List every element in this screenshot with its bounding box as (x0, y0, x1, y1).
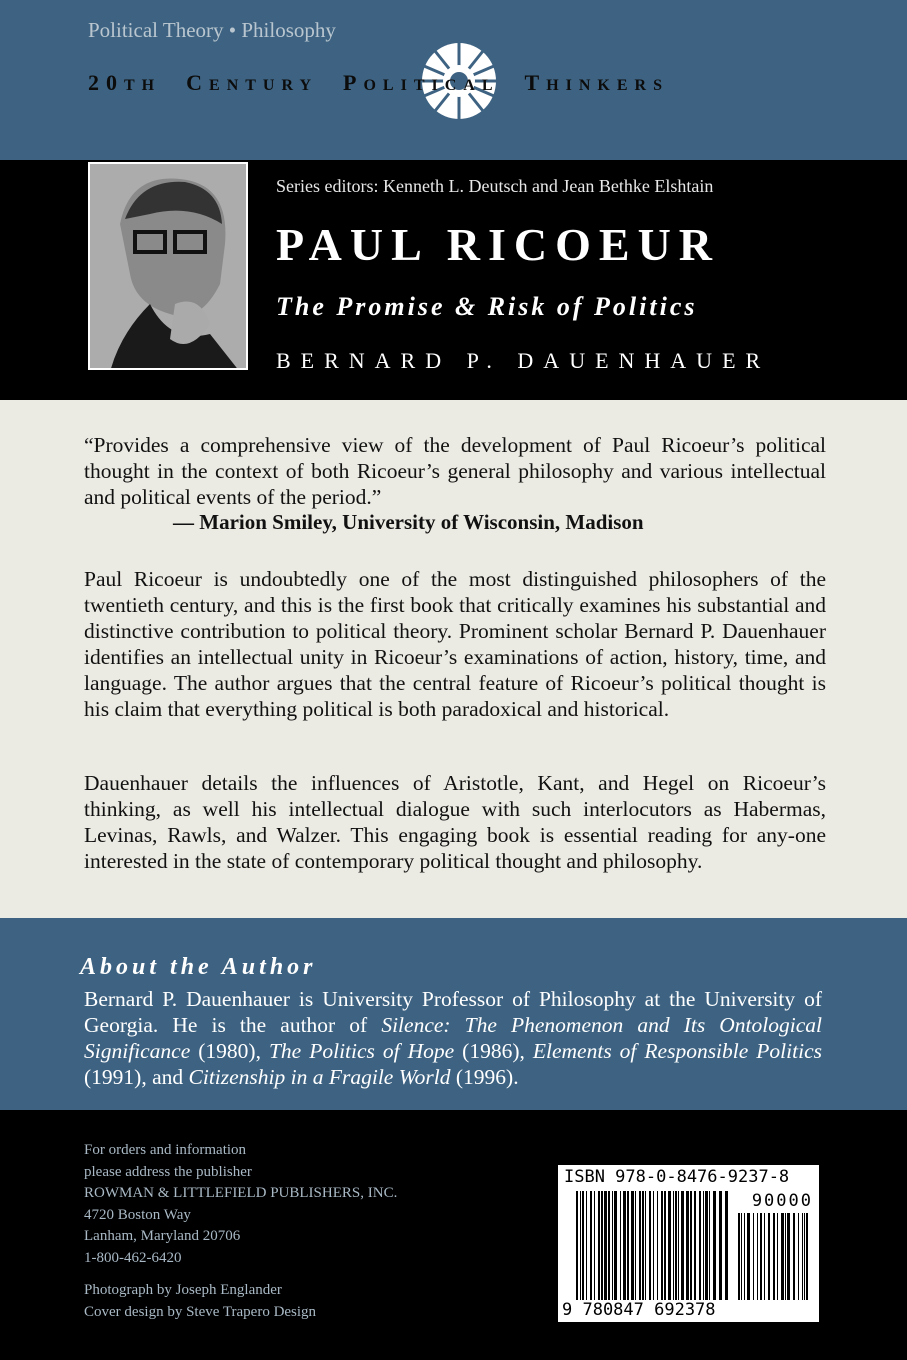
book-subtitle: The Promise & Risk of Politics (276, 292, 698, 321)
credits: Photograph by Joseph Englander Cover design by Steve Trapero Design (84, 1282, 317, 1320)
category-label: Political Theory • Philosophy (88, 18, 336, 42)
series-title: 20TH CENTURY POLITICAL THINKERS (88, 70, 669, 95)
description-paragraph-2: Dauenhauer details the influences of Aristotle, Kant, and Hegel on Ricoeur’s thinking, as well his intellectual dialogue with such interlocutors as Habermas, Levinas, Rawls, and Walzer. This engaging book is essential reading for any-one interested in the state of contemporary political thought and philosophy. (84, 771, 826, 873)
isbn-text: ISBN 978-0-8476-9237-8 (564, 1167, 790, 1187)
publisher-info: For orders and information please address the publisher ROWMAN & LITTLEFIELD PUBLISHERS, INC. 4720 Boston Way Lanham, Maryland 20706 1-800-462-6420 (84, 1142, 398, 1266)
book-title: PAUL RICOEUR (276, 219, 721, 270)
author-photo (88, 162, 248, 370)
publisher-footer (0, 1110, 907, 1360)
review-quote: “Provides a comprehensive view of the development of Paul Ricoeur’s political thought in the context of both Ricoeur’s general philosophy and various intellectual and political events of the period.” (84, 433, 826, 509)
series-band (0, 0, 907, 160)
description-section (0, 400, 907, 918)
description-paragraph-1: Paul Ricoeur is undoubtedly one of the most distinguished philosophers of the twentieth century, and this is the first book that critically examines his substantial and distinctive contribution to political theory. Prominent scholar Bernard P. Dauenhauer identifies an intellectual unity in Ricoeur’s examinations of action, history, time, and language. The author argues that the central feature of Ricoeur’s political thought is his claim that everything political is both paradoxical and historical. (84, 567, 826, 721)
series-editors: Series editors: Kenneth L. Deutsch and Jean Bethke Elshtain (276, 176, 714, 196)
isbn-barcode (558, 1165, 819, 1322)
about-author-section (0, 918, 907, 1110)
quote-attribution: — Marion Smiley, University of Wisconsin, Madison (173, 510, 644, 534)
barcode-bars (558, 1165, 819, 1322)
book-author: BERNARD P. DAUENHAUER (276, 348, 771, 373)
price-addon: 90000 (751, 1191, 813, 1211)
title-band (0, 160, 907, 400)
barcode-digits: 9 780847 692378 (562, 1300, 716, 1320)
about-text: Bernard P. Dauenhauer is University Professor of Philosophy at the University of Georgia. He is the author of Silence: The Phenomenon and Its Ontological Significance (1980), The Politics of Hope (1986), Elements of Responsible Politics (1991), and Citizenship in a Fragile World (1996). (84, 987, 822, 1089)
about-heading: About the Author (80, 954, 317, 980)
